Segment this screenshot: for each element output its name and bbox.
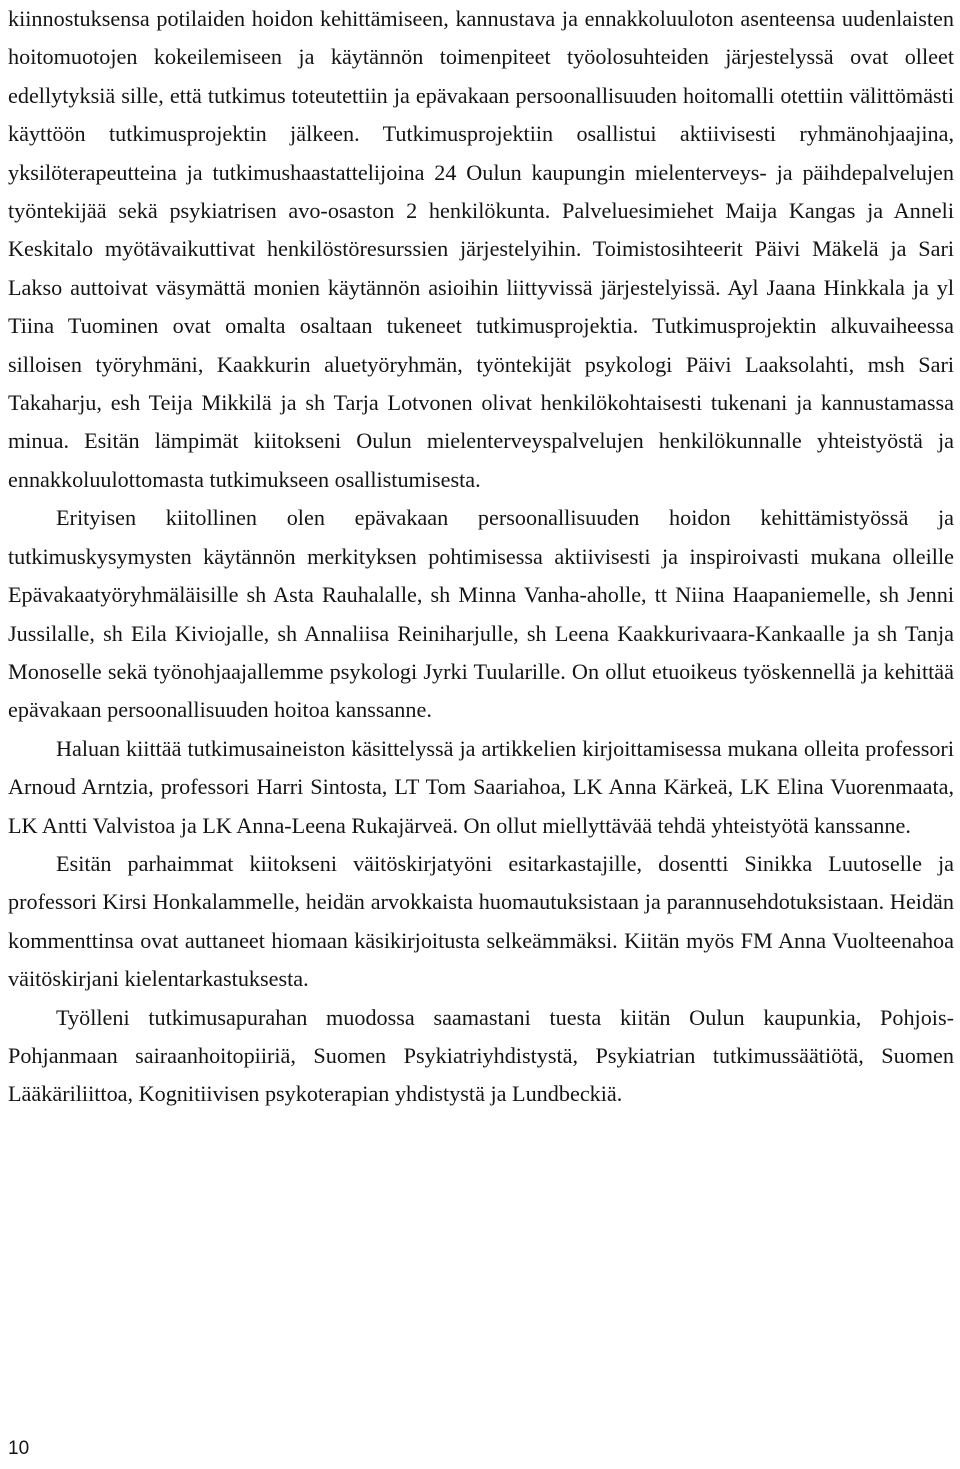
paragraph: Työlleni tutkimusapurahan muodossa saamastani tuesta kiitän Oulun kaupunkia, Pohjois-Pohjanmaan sairaanhoitopiiriä, Suomen Psykiatriyhdistystä, Psykiatrian tutkimussäätiötä, Suomen Lääkäriliittoa, Kognitiivisen psykoterapian yhdistystä ja Lundbeckiä. [8,1004,954,1107]
page-number: 10 [8,1438,30,1459]
paragraph: Esitän parhaimmat kiitokseni väitöskirjatyöni esitarkastajille, dosentti Sinikka Luutoselle ja professori Kirsi Honkalammelle, heidän arvokkaista huomautuksistaan ja parannusehdotuksistaan. Heidän kommenttinsa ovat auttaneet hiomaan käsikirjoitusta selkeämmäksi. Kiitän myös FM Anna Vuolteenahoa väitöskirjani kielentarkastuksesta. [8,850,954,992]
document-body [8,0,954,1114]
paragraph: Haluan kiittää tutkimusaineiston käsittelyssä ja artikkelien kirjoittamisessa mukana olleita professori Arnoud Arntzia, professori Harri Sintosta, LT Tom Saariahoa, LK Anna Kärkeä, LK Elina Vuorenmaata, LK Antti Valvistoa ja LK Anna-Leena Rukajärveä. On ollut miellyttävää tehdä yhteistyötä kanssanne. [8,735,954,838]
paragraph: Erityisen kiitollinen olen epävakaan persoonallisuuden hoidon kehittämistyössä ja tutkimuskysymysten käytännön merkityksen pohtimisessa aktiivisesti ja inspiroivasti mukana olleille Epävakaatyöryhmäläisille sh Asta Rauhalalle, sh Minna Vanha-aholle, tt Niina Haapaniemelle, sh Jenni Jussilalle, sh Eila Kiviojalle, sh Annaliisa Reiniharjulle, sh Leena Kaakkurivaara-Kankaalle ja sh Tanja Monoselle sekä työnohjaajallemme psykologi Jyrki Tuularille. On ollut etuoikeus työskennellä ja kehittää epävakaan persoonallisuuden hoitoa kanssanne. [8,505,954,723]
paragraph-continuation: kiinnostuksensa potilaiden hoidon kehittämiseen, kannustava ja ennakkoluuloton asenteensa uudenlaisten hoitomuotojen kokeilemiseen ja käytännön toimenpiteet työolosuhteiden järjestelyssä ovat olleet edellytyksiä sille, että tutkimus toteutettiin ja epävakaan persoonallisuuden hoitomalli otettiin välittömästi käyttöön tutkimusprojektin jälkeen. Tutkimusprojektiin osallistui aktiivisesti ryhmänohjaajina, yksilöterapeutteina ja tutkimushaastattelijoina 24 Oulun kaupungin mielenterveys- ja päihdepalvelujen työntekijää sekä psykiatrisen avo-osaston 2 henkilökunta. Palveluesimiehet Maija Kangas ja Anneli Keskitalo myötävaikuttivat henkilöstöresurssien järjestelyihin. Toimistosihteerit Päivi Mäkelä ja Sari Lakso auttoivat väsymättä monien käytännön asioihin liittyvissä järjestelyissä. Ayl Jaana Hinkkala ja yl Tiina Tuominen ovat omalta osaltaan tukeneet tutkimusprojektia. Tutkimusprojektin alkuvaiheessa silloisen työryhmäni, Kaakkurin aluetyöryhmän, työntekijät psykologi Päivi Laaksolahti, msh Sari Takaharju, esh Teija Mikkilä ja sh Tarja Lotvonen olivat henkilökohtaisesti tukenani ja kannustamassa minua. Esitän lämpimät kiitokseni Oulun mielenterveyspalvelujen henkilökunnalle yhteistyöstä ja ennakkoluulottomasta tutkimukseen osallistumisesta. [8,6,954,492]
